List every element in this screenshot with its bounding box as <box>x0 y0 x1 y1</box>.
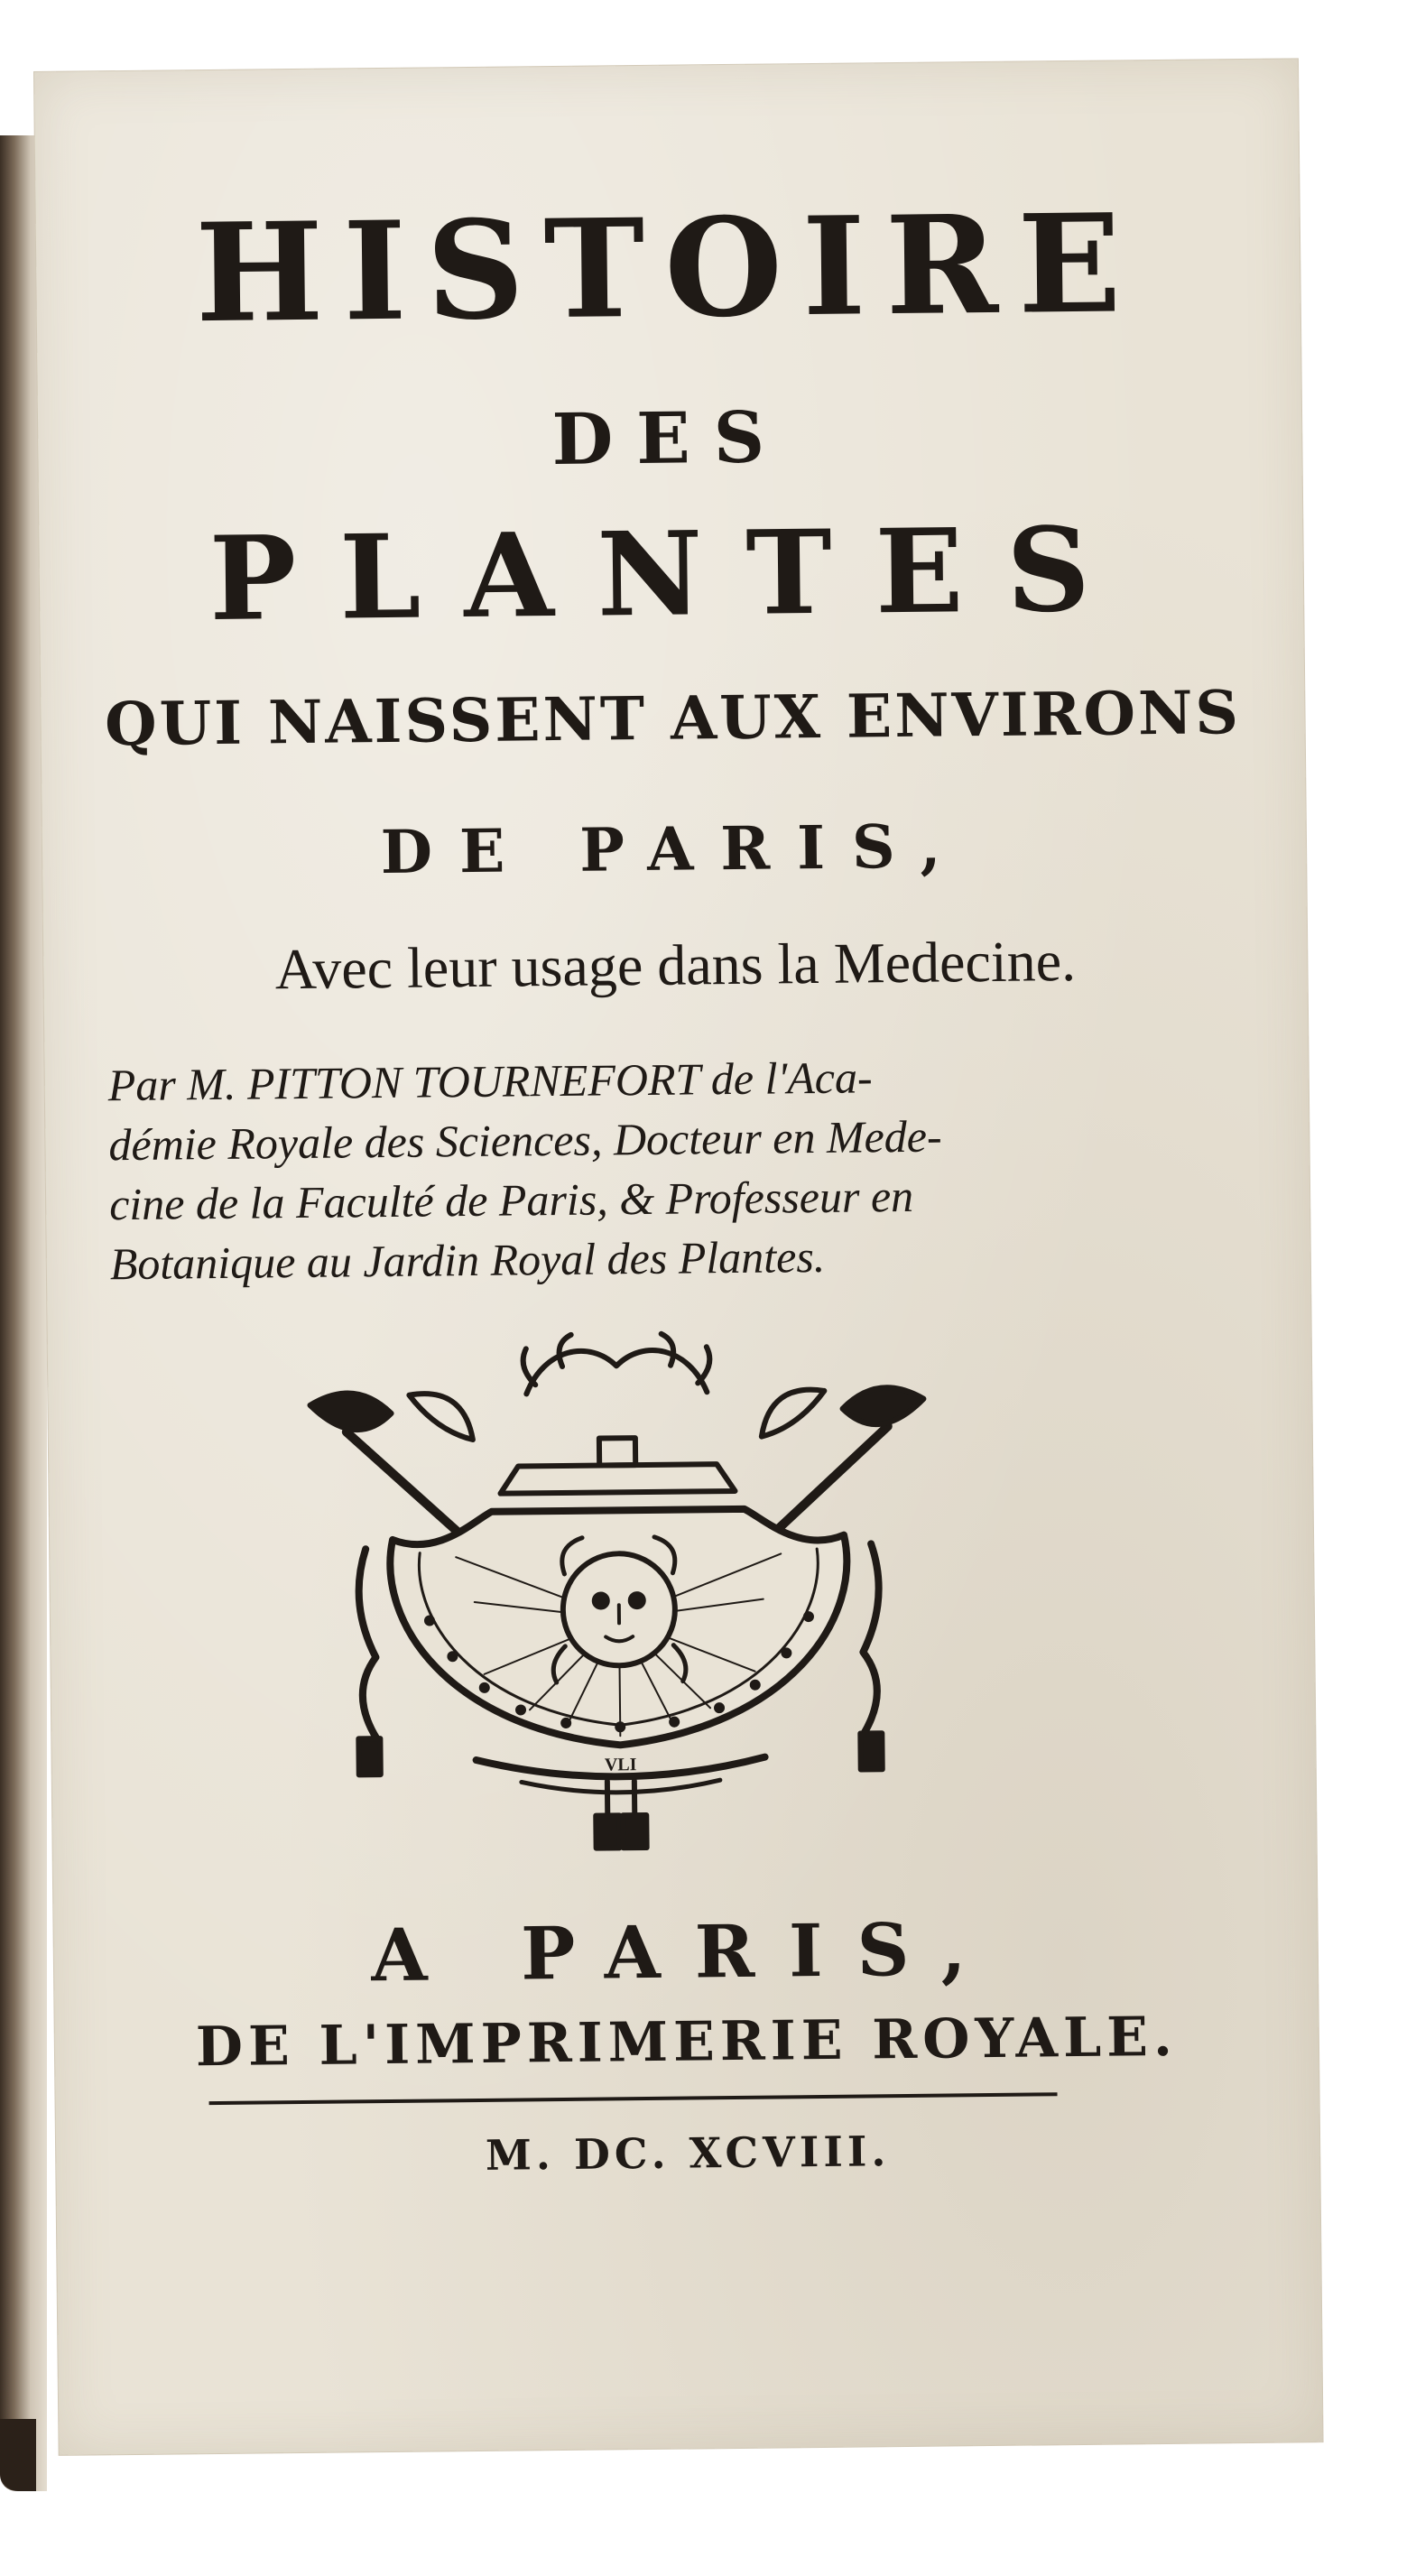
subtitle-paris: DE PARIS, <box>380 811 968 888</box>
author-line: Par M. PITTON TOURNEFORT de l'Aca- <box>107 1052 873 1111</box>
subtitle-environs: QUI NAISSENT AUX ENVIRONS <box>104 677 1242 760</box>
title-line-plantes: PLANTES <box>208 502 1134 647</box>
imprint-date: M. DC. XCVIII. <box>485 2127 891 2180</box>
title-line-histoire: HISTOIRE <box>194 184 1143 354</box>
title-line-des: DES <box>551 396 789 482</box>
author-line: cine de la Faculté de Paris, & Professeur en <box>108 1170 914 1230</box>
ornament-motto: VLI <box>604 1755 637 1775</box>
usage-line: Avec leur usage dans la Medecine. <box>274 928 1077 1002</box>
title-page <box>34 59 1323 2455</box>
printers-device-icon <box>292 1327 947 1858</box>
imprint-rule <box>209 2092 1058 2105</box>
imprint-place: A PARIS, <box>370 1905 1001 1998</box>
imprint-printer: DE L'IMPRIMERIE ROYALE. <box>195 2005 1179 2080</box>
author-line: Botanique au Jardin Royal des Plantes. <box>109 1230 826 1290</box>
author-statement <box>107 1043 1247 1293</box>
book-cover-edge <box>0 2419 36 2491</box>
author-line: démie Royale des Sciences, Docteur en Mede- <box>108 1110 942 1171</box>
